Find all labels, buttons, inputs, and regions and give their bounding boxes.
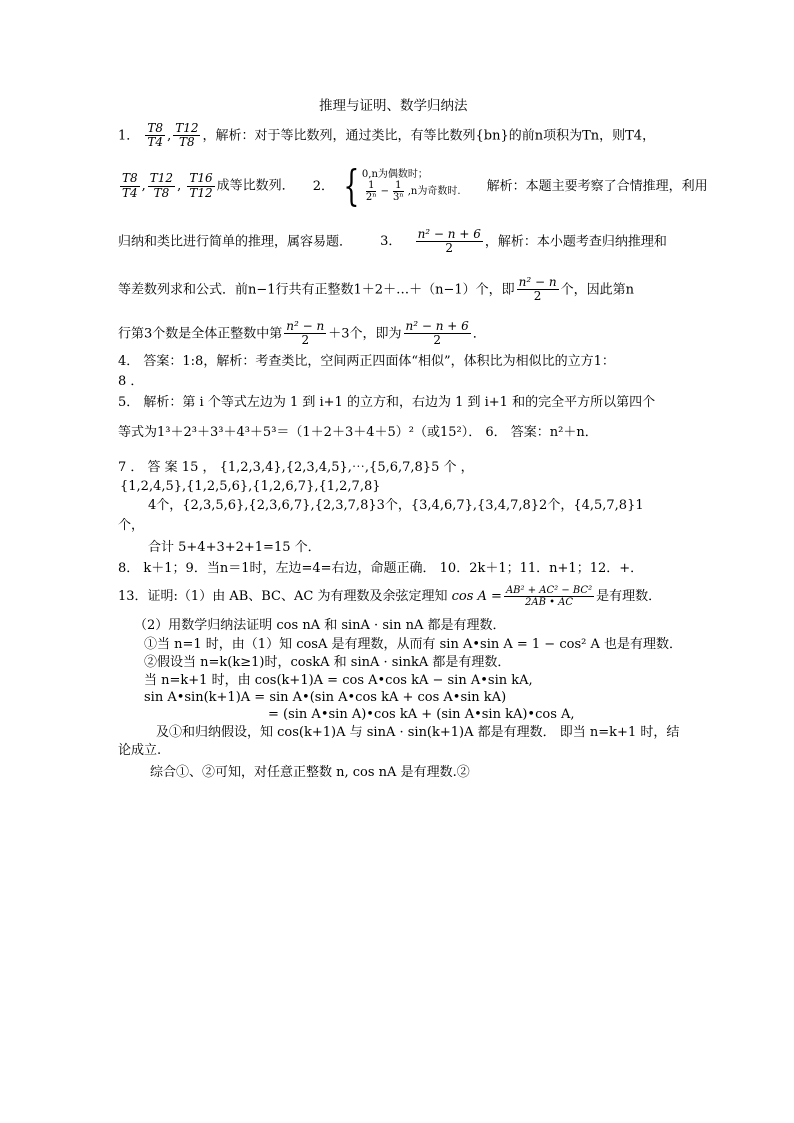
q5-line1: 5． 解析：第 i 个等式左边为 1 到 i+1 的立方和，右边为 1 到 i+1 和的完全平方所以第四个 — [118, 395, 656, 410]
q1-line2: $\frac{T8}{T4}$ , $\frac{T12}{T8}$ , $\frac{T16}{T12}$ 成等比数列． 2． { 0,n为偶数时； $\frac{1}{\text{2ⁿ}}$ − $\frac{1}{\text{3ⁿ}}$ ,n为奇数时. 解析：本题主要考察了合情推理，利用 — [122, 161, 708, 210]
q4-line1: 4． 答案：1:8，解析：考查类比，空间两正四面体“相似”，体积比为相似比的立方1： — [118, 354, 615, 369]
q7-line2: {1,2,4,5},{1,2,5,6},{1,2,6,7},{1,2,7,8} — [120, 479, 381, 494]
brace-icon: { — [343, 161, 360, 210]
q3-line3-fraction-1: $\frac{\text{n² − n}}{2}$ — [286, 319, 325, 348]
q1-text: ，解析：对于等比数列，通过类比，有等比数列{bn}的前n项积为Tn，则T4， — [202, 128, 656, 144]
q1-tail: 成等比数列． — [216, 178, 295, 194]
q5-line2: 等式为1³＋2³＋3³＋4³＋5³＝（1＋2＋3＋4＋5）²（或15²）． 6． 答案：n²＋n． — [118, 425, 598, 440]
q13-line4: ②假设当 n=k(k≥1)时，coskA 和 sinA · sinkA 都是有理数． — [144, 655, 511, 670]
q3-line2: 等差数列求和公式．前n−1行共有正整数1＋2＋…＋（n−1）个，即 $\frac{\text{n² − n}}{2}$ 个，因此第n — [118, 275, 634, 304]
q13-line3: ①当 n=1 时，由（1）知 cosA 是有理数，从而有 sin A•sin A = 1 − cos² A 也是有理数． — [144, 637, 682, 652]
q3-text: ，解析：本小题考查归纳推理和 — [484, 234, 667, 250]
q7-line4: 个， — [118, 518, 145, 533]
q7-line1: 7 ． 答 案 15 ， {1,2,3,4},{2,3,4,5},⋯,{5,6,7,8}5 个 ， — [118, 460, 474, 475]
q2-text: 解析：本题主要考察了合情推理，利用 — [486, 178, 708, 194]
q4-line2: 8 ． — [118, 374, 144, 389]
q13-line5: 当 n=k+1 时，由 cos(k+1)A = cos A•cos kA − sin A•sin kA, — [144, 673, 533, 688]
cos-lhs: cos A = — [451, 589, 502, 605]
q2-number: 2． — [312, 178, 335, 194]
q3-number: 3． — [380, 234, 402, 250]
q3-line2-fraction: $\frac{\text{n² − n}}{2}$ — [518, 275, 557, 304]
q1-fraction-2: $\frac{T12}{T8}$ — [175, 121, 199, 150]
q1-fraction-5: $\frac{T16}{T12}$ — [189, 171, 213, 200]
q13-cos-fraction: $\frac{\text{AB² + AC² − BC²}}{2AB • AC}$ — [505, 585, 593, 609]
q7-line3: 4个，{2,3,5,6},{2,3,6,7},{2,3,7,8}3个，{3,4,6,7},{3,4,7,8}2个，{4,5,7,8}1 — [148, 498, 644, 513]
q1-fraction-1: $\frac{T8}{T4}$ — [147, 121, 164, 150]
q3-line3: 行第3个数是全体正整数中第 $\frac{\text{n² − n}}{2}$ ＋3个，即为 $\frac{\text{n² − n + 6}}{2}$ ． — [118, 319, 486, 348]
q3-intro: 归纳和类比进行简单的推理，属容易题． — [118, 234, 353, 250]
q13-line1: 13．证明:（1）由 AB、BC、AC 为有理数及余弦定理知 cos A = $\frac{\text{AB² + AC² − BC²}}{2AB • AC}$ 是有理数． — [118, 585, 662, 609]
q1-fraction-3: $\frac{T8}{T4}$ — [122, 171, 138, 200]
q13-line2: （2）用数学归纳法证明 cos nA 和 sinA · sin nA 都是有理数． — [134, 618, 506, 633]
q3-line1 — [118, 228, 667, 256]
q1-fraction-4: $\frac{T12}{T8}$ — [149, 171, 174, 200]
q13-line10: 综合①、②可知，对任意正整数 n, cos nA 是有理数.② — [150, 765, 470, 780]
q13-line8: 及①和归纳假设，知 cos(k+1)A 与 sinA · sin(k+1)A 都是有理数． 即当 n=k+1 时，结 — [156, 725, 680, 740]
page-title: 推理与证明、数学归纳法 — [319, 98, 468, 114]
q1-number: 1． — [118, 128, 140, 144]
q3-answer-fraction: $\frac{\text{n² − n + 6}}{2}$ — [417, 227, 481, 256]
q13-line6: sin A•sin(k+1)A = sin A•(sin A•cos kA + cos A•sin kA) — [144, 690, 507, 705]
q2-case2: $\frac{1}{\text{2ⁿ}}$ − $\frac{1}{\text{3ⁿ}}$ ,n为奇数时. — [365, 180, 461, 204]
q7-line5: 合计 5+4+3+2+1=15 个． — [148, 540, 321, 555]
q1-line1: 1． $\frac{T8}{T4}$ , $\frac{T12}{T8}$ ，解析：对于等比数列，通过类比，有等比数列{bn}的前n项积为Tn，则T4， — [118, 121, 656, 150]
q13-line9: 论成立. — [118, 743, 162, 758]
q13-line7: = (sin A•sin A)•cos kA + (sin A•sin kA)•cos A, — [268, 707, 575, 722]
q3-line3-fraction-2: $\frac{\text{n² − n + 6}}{2}$ — [405, 319, 469, 348]
q2-case1: 0,n为偶数时； — [361, 168, 428, 180]
q2-cases — [362, 169, 461, 204]
q8-12-line: 8． k＋1；9．当n＝1时，左边=4=右边，命题正确． 10．2k＋1；11．n+1；12．+． — [118, 561, 644, 576]
